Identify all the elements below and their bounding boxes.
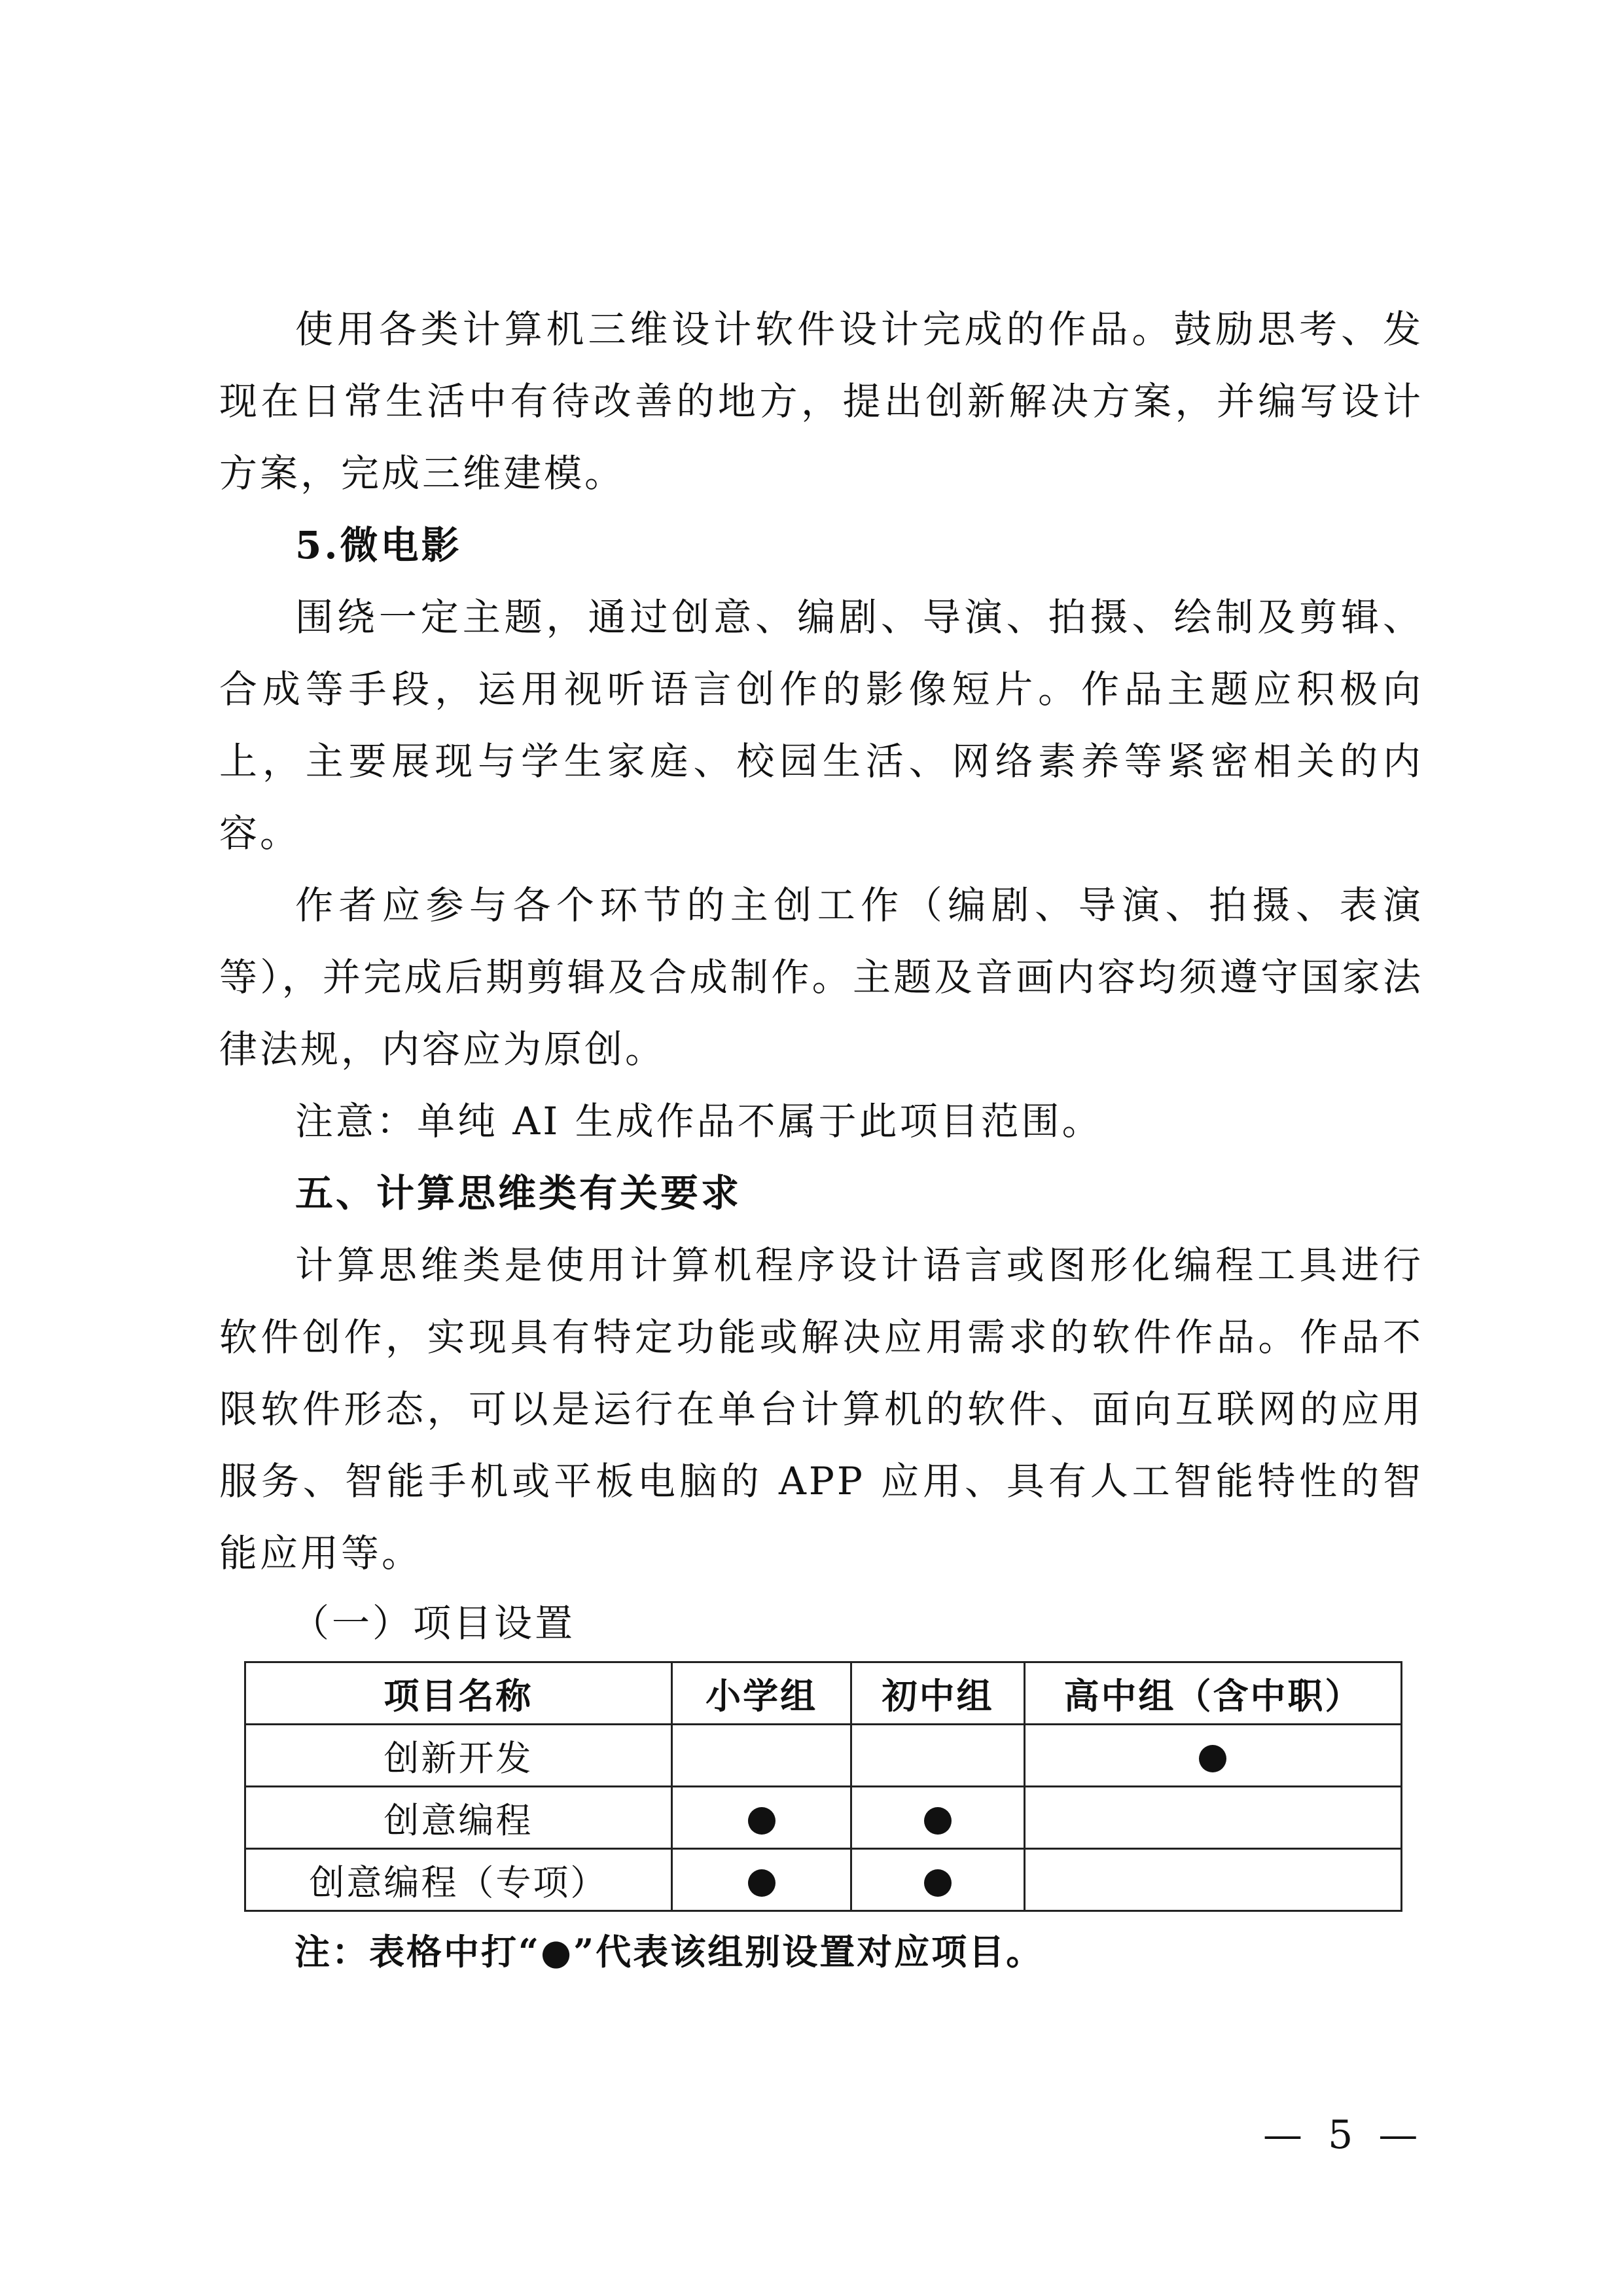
filled-dot-icon — [924, 1807, 952, 1835]
row-project-name: 创新开发 — [245, 1725, 672, 1787]
paragraph-3d-design: 使用各类计算机三维设计软件设计完成的作品。鼓励思考、发现在日常生活中有待改善的地方，提出创新解决方案，并编写设计方案，完成三维建模。 — [219, 307, 1423, 495]
page-number: — 5 — — [1263, 2112, 1425, 2158]
heading-micro-film: 5.微电影 — [295, 523, 462, 567]
row-mark-cell — [851, 1725, 1025, 1787]
row-project-name: 创意编程（专项） — [245, 1849, 672, 1911]
row-mark-cell — [671, 1849, 851, 1911]
paragraph-micro-film-author-requirements: 作者应参与各个环节的主创工作（编剧、导演、拍摄、表演等），并完成后期剪辑及合成制作。主题及音画内容均须遵守国家法律法规，内容应为原创。 — [219, 883, 1423, 1071]
table-header-row — [245, 1662, 1402, 1725]
row-project-name: 创意编程 — [245, 1787, 672, 1849]
filled-dot-icon — [924, 1869, 952, 1897]
paragraph-computational-thinking: 计算思维类是使用计算机程序设计语言或图形化编程工具进行软件创作，实现具有特定功能或解决应用需求的软件作品。作品不限软件形态，可以是运行在单台计算机的软件、面向互联网的应用服务、智能手机或平板电脑的 APP 应用、具有人工智能特性的智能应用等。 — [219, 1243, 1423, 1575]
heading-computational-thinking: 五、计算思维类有关要求 — [295, 1171, 742, 1215]
row-mark-cell — [1024, 1787, 1401, 1849]
paragraph-micro-film-description: 围绕一定主题，通过创意、编剧、导演、拍摄、绘制及剪辑、合成等手段，运用视听语言创作的影像短片。作品主题应积极向上，主要展现与学生家庭、校园生活、网络素养等紧密相关的内容。 — [219, 595, 1423, 855]
project-settings-table — [244, 1661, 1402, 1912]
filled-dot-icon — [1199, 1745, 1226, 1772]
paragraph-ai-notice: 注意：单纯 AI 生成作品不属于此项目范围。 — [295, 1099, 1103, 1143]
row-mark-cell — [1024, 1849, 1401, 1911]
table-row — [245, 1787, 1402, 1849]
table-body — [245, 1725, 1402, 1911]
row-mark-cell — [671, 1725, 851, 1787]
header-project-name: 项目名称 — [245, 1662, 672, 1725]
table-row — [245, 1849, 1402, 1911]
table-row — [245, 1725, 1402, 1787]
filled-dot-icon — [748, 1807, 776, 1835]
header-primary-school: 小学组 — [671, 1662, 851, 1725]
body-text — [219, 293, 1423, 1589]
row-mark-cell — [851, 1787, 1025, 1849]
table-note: 注：表格中打“●”代表该组别设置对应项目。 — [294, 1931, 1044, 1973]
row-mark-cell — [1024, 1725, 1401, 1787]
filled-dot-icon — [748, 1869, 776, 1897]
header-junior-high: 初中组 — [851, 1662, 1025, 1725]
header-senior-high: 高中组（含中职） — [1024, 1662, 1401, 1725]
row-mark-cell — [851, 1849, 1025, 1911]
row-mark-cell — [671, 1787, 851, 1849]
project-settings-subheading: （一）项目设置 — [291, 1601, 576, 1645]
